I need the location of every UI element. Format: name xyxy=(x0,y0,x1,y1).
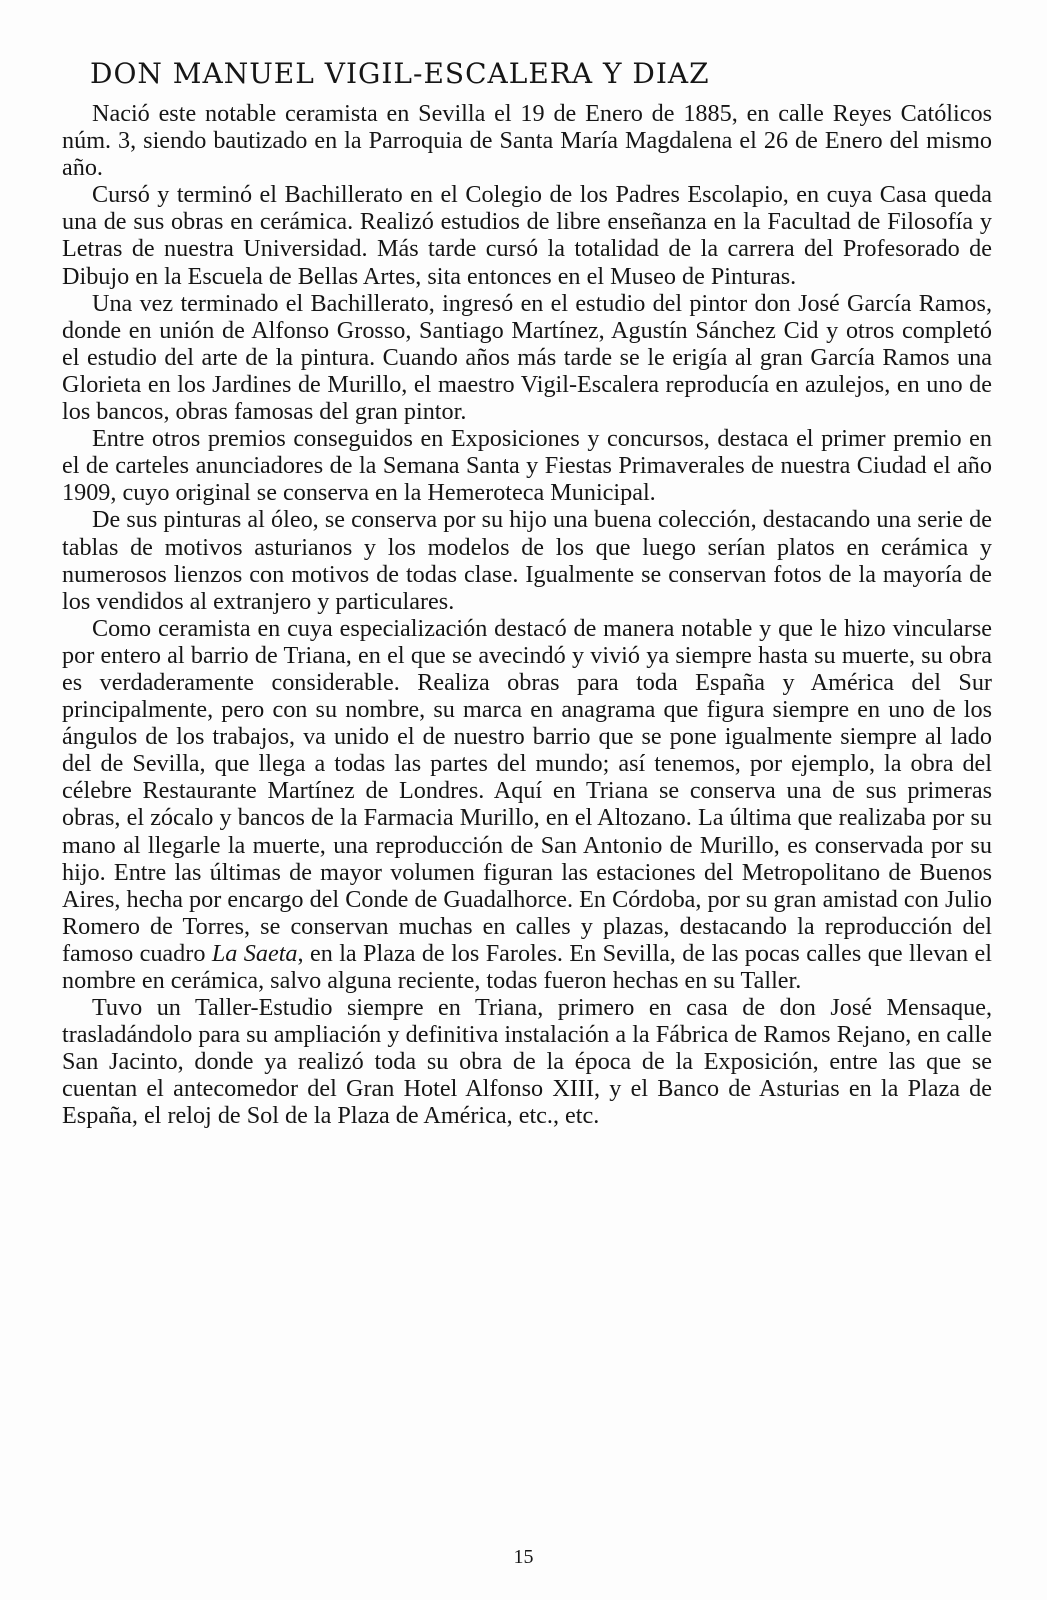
paragraph-ceramist xyxy=(62,615,992,994)
paragraph-painting-training: Una vez terminado el Bachillerato, ingresó en el estudio del pintor don José García Ramos, donde en unión de Alfonso Grosso, Santiago Martínez, Agustín Sánchez Cid y otros completó el estudio del arte de la pintura. Cuando años más tarde se le erigía al gran García Ramos una Glorieta en los Jardines de Murillo, el maestro Vigil-Escalera reproducía en azulejos, en uno de los bancos, obras famosas del gran pintor. xyxy=(62,289,992,426)
paragraph-ceramist-tail: , en la Plaza de los Faroles. En Sevilla, de las pocas calles que llevan el nombre en cerámica, salvo alguna reciente, todas fueron hechas en su Taller. xyxy=(62,939,992,994)
artwork-title-la-saeta: La Saeta xyxy=(211,939,298,967)
paragraph-awards: Entre otros premios conseguidos en Exposiciones y concursos, destaca el primer premio en el de carteles anunciadores de la Semana Santa y Fiestas Primaverales de nuestra Ciudad el año 1909, cuyo original se conserva en la Hemeroteca Municipal. xyxy=(62,425,992,507)
article-title: DON MANUEL VIGIL-ESCALERA Y DIAZ xyxy=(90,57,710,90)
paragraph-ceramist-text: Como ceramista en cuya especialización destacó de manera notable y que le hizo vincularse por entero al barrio de Triana, en el que se avecindó y vivió ya siempre hasta su muerte, su obra es verdaderamente considerable. Realiza obras para toda España y América del Sur principalmente, pero con su nombre, su marca en anagrama que figura siempre en uno de los ángulos de los trabajos, va unido el de nuestro barrio que se pone igualmente siempre al lado del de Sevilla, que llega a todas las partes del mundo; así tenemos, por ejemplo, la obra del célebre Restaurante Martínez de Londres. Aquí en Triana se conserva una de sus primeras obras, el zócalo y bancos de la Farmacia Murillo, en el Altozano. La última que realizaba por su mano al llegarle la muerte, una reproducción de San Antonio de Murillo, es conservada por su hijo. Entre las últimas de mayor volumen figuran las estaciones del Metropolitano de Buenos Aires, hecha por encargo del Conde de Guadalhorce. En Córdoba, por su gran amistad con Julio Romero de Torres, se conservan muchas en calles y plazas, destacando la reproducción del famoso cuadro xyxy=(62,614,992,967)
paragraph-workshop: Tuvo un Taller-Estudio siempre en Triana, primero en casa de don José Mensaque, trasladándolo para su ampliación y definitiva instalación a la Fábrica de Ramos Rejano, en calle San Jacinto, donde ya realizó toda su obra de la época de la Exposición, entre las que se cuentan el antecomedor del Gran Hotel Alfonso XIII, y el Banco de Asturias en la Plaza de España, el reloj de Sol de la Plaza de América, etc., etc. xyxy=(62,994,992,1130)
article-body xyxy=(62,100,992,1130)
page-number: 15 xyxy=(513,1546,534,1568)
paragraph-studies: Cursó y terminó el Bachillerato en el Colegio de los Padres Escolapio, en cuya Casa queda una de sus obras en cerámica. Realizó estudios de libre enseñanza en la Facultad de Filosofía y Letras de nuestra Universidad. Más tarde cursó la totalidad de la carrera del Profesorado de Dibujo en la Escuela de Bellas Artes, sita entonces en el Museo de Pinturas. xyxy=(62,181,992,290)
paragraph-birth: Nació este notable ceramista en Sevilla el 19 de Enero de 1885, en calle Reyes Católicos núm. 3, siendo bautizado en la Parroquia de Santa María Magdalena el 26 de Enero del mismo año. xyxy=(62,100,992,182)
paragraph-oil-paintings: De sus pinturas al óleo, se conserva por su hijo una buena colección, destacando una serie de tablas de motivos asturianos y los modelos de los que luego serían platos en cerámica y numerosos lienzos con motivos de todas clase. Igualmente se conservan fotos de la mayoría de los vendidos al extranjero y particulares. xyxy=(62,506,992,615)
